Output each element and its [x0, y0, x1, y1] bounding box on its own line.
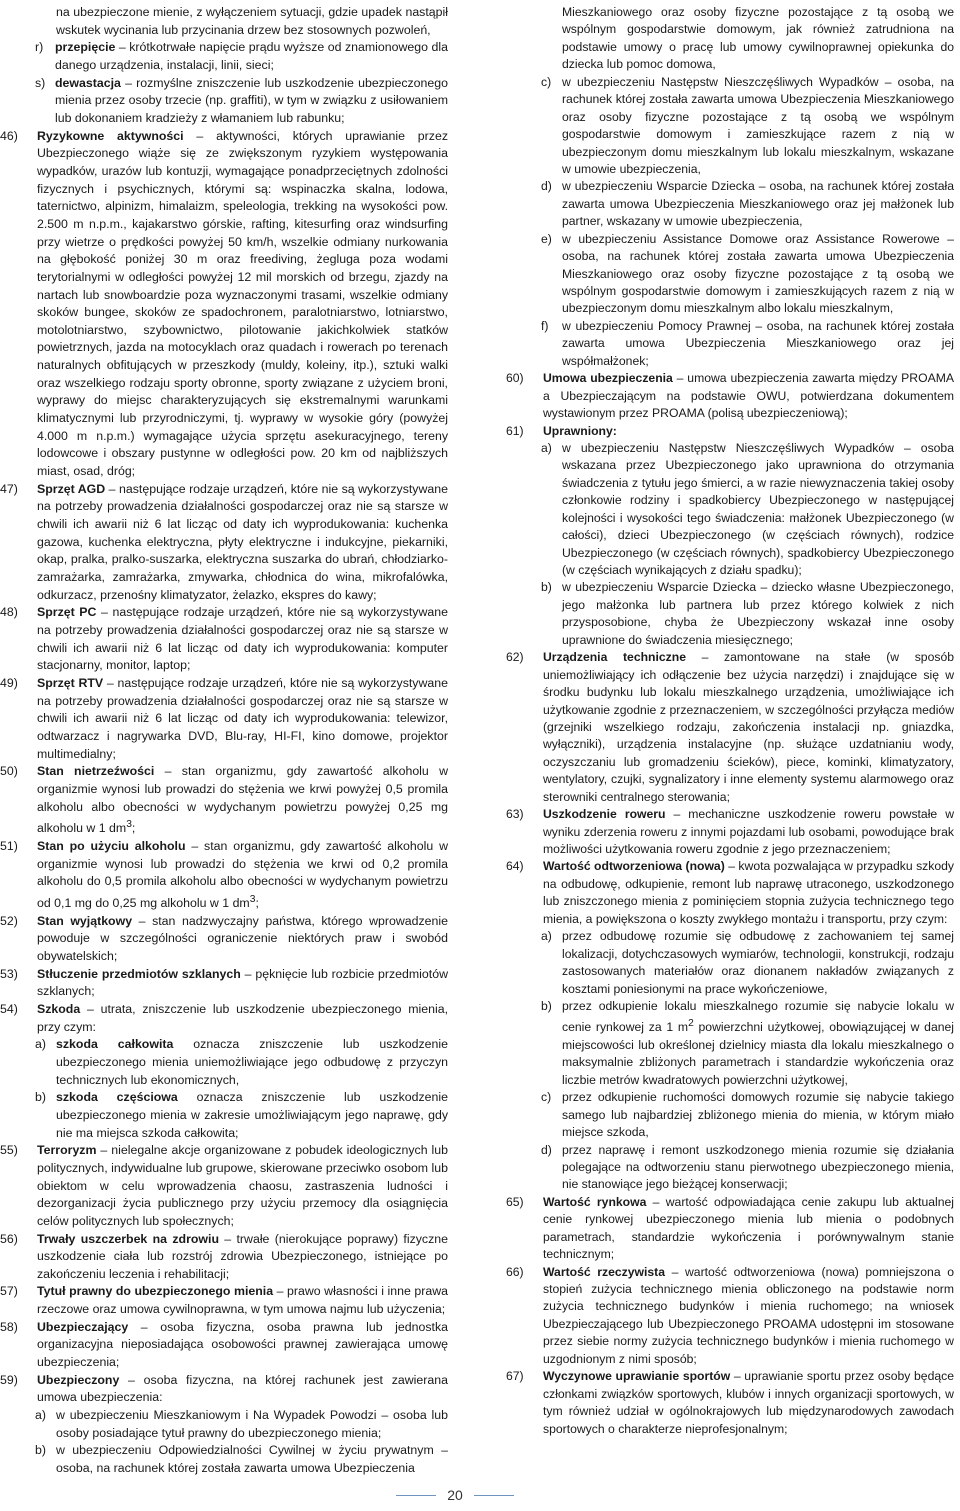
definition-64: 64) Wartość odtworzeniowa (nowa) – kwota pozwalająca w przypadku szkody na odbudowę, odkupienie, remont lub naprawę utraconego, uszkodzonego lub zniszczonego mienia z pominięciem stopnia zużycia technicznego tego mienia, a powiększona o koszty zwykłego montażu i transportu, przy czym: — [506, 859, 955, 926]
continuation-text: Mieszkaniowego oraz osoby fizyczne pozostające z tą osobą we wspólnym gospodarstwie domowym, jak również zatrudniona na podstawie umowy o pracę lub umowy cywilnoprawnej opiekunka do dziecka lub pomoc domowa, — [562, 5, 954, 72]
page-footer — [0, 1486, 960, 1506]
subitem-r: r) przepięcie – krótkotrwałe napięcie prądu wyższe od znamionowego dla danego urządzenia, instalacji, linii, sieci; — [35, 40, 448, 72]
definition-57: 57) Tytuł prawny do ubezpieczonego mienia – prawo własności i inne prawa rzeczowe oraz umowa cywilnoprawna, w tym umowa najmu lub użyczenia; — [0, 1284, 448, 1317]
definition-59-c: c) w ubezpieczeniu Następstw Nieszczęśliwych Wypadków – osoba, na rachunek której została zawarta umowa Ubezpieczenia Mieszkaniowego oraz osoby fizyczne pozostające z tą osobą we wspólnym gospodarstwie domowym i zamieszkujące razem z nią w ubezpieczonym domu mieszkalnym lub lokalu mieszkalnym, wskazane w umowie ubezpieczenia, — [541, 74, 954, 176]
left-column — [0, 4, 448, 1478]
definition-47: 47) Sprzęt AGD – następujące rodzaje urządzeń, które nie są wykorzystywane na potrzeby prowadzenia działalności gospodarczej oraz nie są starsze w chwili ich awarii niż 6 lat licząc od daty ich wyprodukowania: kuchenka gazowa, kuchenka elektryczna, płyty elektryczne i indukcyjne, piekarniki, okap, pralka, pralko-suszarka, elektryczna suszarka do ubrań, chłodziarko-zamrażarka, zamrażarka, zmywarka, chłodnica do wina, mikrofalówka, odkurzacz, przenośny klimatyzator, żelazko, ekspres do kawy; — [0, 481, 448, 602]
page-number: 20 — [447, 1487, 463, 1503]
definition-67: 67) Wyczynowe uprawianie sportów – uprawianie sportu przez osoby będące członkami związków sportowych, klubów i innych organizacji sportowych, w tym również udział w ogólnokrajowych lub międzynarodowych zawodach sportowych o charakterze nieprofesjonalnym; — [506, 1369, 954, 1436]
definition-59-a: a) w ubezpieczeniu Mieszkaniowym i Na Wypadek Powodzi – osoba lub osoby posiadające tytuł prawny do ubezpieczonego mienia; — [35, 1408, 448, 1440]
definition-63: 63) Uszkodzenie roweru – mechaniczne uszkodzenie roweru powstałe w wyniku zderzenia roweru z innymi pojazdami lub osobami, powodujące brak możliwości użytkowania roweru zgodnie z jego przeznaczeniem; — [506, 807, 955, 856]
definition-53: 53) Stłuczenie przedmiotów szklanych – pęknięcie lub rozbicie przedmiotów szklanych; — [0, 966, 448, 999]
footer-rule-right — [474, 1495, 514, 1496]
definition-62: 62) Urządzenia techniczne – zamontowane na stałe (w sposób uniemożliwiający ich odłączenie bez użycia narzędzi) i znajdujące się w środku budynku lub lokalu mieszkalnego urządzenia, umożliwiające ich użytkowanie zgodnie z przeznaczeniem, w szczególności przyłącza mediów (grzejniki wszelkiego rodzaju, zakończenia instalacji np. gniazdka, wyłączniki), urządzenia instalacyjne (np. służące uzdatnianiu wody, oczyszczaniu lub gromadzeniu ścieków), piece, kominki, klimatyzatory, wentylatory, czujki, sygnalizatory i inne elementy systemu alarmowego oraz sterowniki centralnego sterowania; — [506, 650, 954, 804]
definition-50: 50) Stan nietrzeźwości – stan organizmu, gdy zawartość alkoholu w organizmie wynosi lub prowadzi do stężenia we krwi powyżej 0,5 promila alkoholu albo obecności w wydychanym powietrzu powyżej 0,25 mg alkoholu w 1 $dm^3$; — [0, 764, 448, 836]
continuation-text: na ubezpieczone mienie, z wyłączeniem sytuacji, gdzie upadek nastąpił wskutek wycinania lub przycinania drzew bez stosownych pozwoleń, — [56, 5, 448, 37]
definition-51: 51) Stan po użyciu alkoholu – stan organizmu, gdy zawartość alkoholu w organizmie wynosi lub prowadzi do stężenia we krwi od 0,2 promila alkoholu do 0,5 promila alkoholu albo obecności w wydychanym powietrzu od 0,1 mg do 0,25 mg alkoholu w 1 $dm^3$; — [0, 838, 448, 911]
right-column — [506, 4, 954, 1438]
definition-48: 48) Sprzęt PC – następujące rodzaje urządzeń, które nie są wykorzystywane na potrzeby prowadzenia działalności gospodarczej oraz nie są starsze w chwili ich awarii niż 6 lat licząc od daty ich wyprodukowania: komputer stacjonarny, monitor, laptop; — [0, 605, 448, 673]
definition-64-a: a) przez odbudowę rozumie się odbudowę z zachowaniem tej samej lokalizacji, dotychczasowych wymiarów, technologii, konstrukcji, rodzaju zastosowanych materiałów oraz dionanem nakładów związanych z kosztami poniesionymi na prace wykończeniowe, — [541, 929, 954, 996]
definition-56: 56) Trwały uszczerbek na zdrowiu – trwałe (nierokujące poprawy) fizyczne uszkodzenie ciała lub rozstrój zdrowia Ubezpieczonego, istniejące po zakończeniu leczenia i rehabilitacji; — [0, 1231, 448, 1281]
definition-54-b: b) szkoda częściowa oznacza zniszczenie lub uszkodzenie ubezpieczonego mienia w zakresie umożliwiającym jego naprawę, gdy nie ma miejsca szkoda całkowita; — [35, 1090, 448, 1140]
definition-66: 66) Wartość rzeczywista – wartość odtworzeniowa (nowa) pomniejszona o stopień zużycia technicznego mienia obliczonego na podstawie norm zużycia technicznego budynków i mienia ruchomego; na wniosek Ubezpieczającego lub Ubezpieczonego PROAMA udostępni im stosowane przez siebie normy zużycia technicznego budynków i mienia ruchomego w uzgodnionym z nimi sposób; — [506, 1264, 954, 1366]
definition-49: 49) Sprzęt RTV – następujące rodzaje urządzeń, które nie są wykorzystywane na potrzeby prowadzenia działalności gospodarczej oraz nie są starsze w chwili ich awarii niż 6 lat licząc od daty ich wyprodukowania: telewizor, odtwarzacz i nagrywarka DVD, Blu-ray, HI-FI, kino domowe, projektor multimedialny; — [0, 675, 448, 761]
definition-61-b: b) w ubezpieczeniu Wsparcie Dziecka – dziecko własne Ubezpieczonego, jego małżonka lub partnera lub przez którego kolwiek z nich przysposobione, chyba że Ubezpieczony wskazał inne osoby uprawnione do świadczenia miesięcznego; — [541, 580, 954, 647]
definition-54: 54) Szkoda – utrata, zniszczenie lub uszkodzenie ubezpieczonego mienia, przy czym: — [0, 1001, 448, 1034]
definition-52: 52) Stan wyjątkowy – stan nadzwyczajny państwa, którego wprowadzenie powoduje w szczególności ograniczenie niektórych praw i swobód obywatelskich; — [0, 913, 448, 963]
definition-64-c: c) przez odkupienie ruchomości domowych rozumie się nabycie takiego samego lub najbardziej zbliżonego mienia do mienia, w którym miało miejsce szkoda, — [541, 1090, 954, 1140]
definition-55: 55) Terroryzm – nielegalne akcje organizowane z pobudek ideologicznych lub politycznych, indywidualne lub grupowe, skierowane przeciwko osobom lub obiektom w celu wprowadzenia chaosu, zastraszenia ludności i dezorganizacji życia publicznego przy użyciu przemocy dla osiągnięcia celów politycznych lub społecznych; — [0, 1143, 448, 1228]
definition-59-f: f) w ubezpieczeniu Pomocy Prawnej – osoba, na rachunek której została zawarta umowa Ubezpieczenia Mieszkaniowego oraz jej współmałżonek; — [541, 318, 954, 368]
definition-46: 46) Ryzykowne aktywności – aktywności, których uprawianie przez Ubezpieczonego wiąże się ze zwiększonym ryzykiem występowania wypadków, urazów lub kontuzji, wymagające ponadprzeciętnych zdolności fizycznych i psychicznych, którymi są: wspinaczka skalna, lodowa, taternictwo, alpinizm, himalaizm, speleologia, trekking na wysokości pow. 2.500 m n.p.m., kajakarstwo górskie, rafting, kitesurfing oraz windsurfing przy wietrze o prędkości powyżej 50 km/h, wszelkie odmiany nurkowania na głębokość poniżej 30 m oraz freediving, żegluga poza wodami terytorialnymi w odległości powyżej 12 mil morskich od brzegu, zjazdy na nartach lub snowboardzie poza wyznaczonymi trasami, wszelkie odmiany skoków bungee, skoków ze spadochronem, paralotniarstwo, lotniarstwo, motolotniarstwo, szybownictwo, pilotowanie jakichkolwiek statków powietrznych, jazda na motocyklach oraz quadach i rowerach po terenach naturalnych obfitujących w przeszkody (muldy, koleiny, itp.), sztuki walki oraz wszelkiego rodzaju sporty obronne, sporty związane z użyciem broni, wyprawy do miejsc charakteryzujących się ekstremalnymi warunkami klimatycznymi lub przyrodniczymi, tj. wyprawy w wysokie góry (powyżej 4.000 m n.p.m.) wymagające użycia sprzętu asekuracyjnego, tereny lodowcowe i obszary pustynne w odległości pow. 20 km od najbliższych miast, osad, dróg; — [0, 128, 448, 479]
footer-rule-left — [396, 1495, 436, 1496]
definition-59-e: e) w ubezpieczeniu Assistance Domowe oraz Assistance Rowerowe – osoba, na rachunek której została zawarta umowa Ubezpieczenia Mieszkaniowego oraz osoby fizyczne pozostające z tą osobą we wspólnym gospodarstwie domowym i zamieszkujących razem z nią w ubezpieczonym domu mieszkalnym albo lokalu mieszkalnym, — [541, 231, 954, 316]
definition-58: 58) Ubezpieczający – osoba fizyczna, osoba prawna lub jednostka organizacyjna nieposiadająca osobowości prawnej zawierająca umowę ubezpieczenia; — [0, 1319, 448, 1370]
definition-65: 65) Wartość rynkowa – wartość odpowiadająca cenie zakupu lub aktualnej cenie rynkowej ubezpieczonego mienia lub mienia o podobnych parametrach, standardzie wykończenia i porównywalnym stanie technicznym; — [506, 1194, 954, 1262]
definition-59: 59) Ubezpieczony – osoba fizyczna, na której rachunek jest zawierana umowa ubezpieczenia: — [0, 1372, 448, 1405]
definition-59-d: d) w ubezpieczeniu Wsparcie Dziecka – osoba, na rachunek której została zawarta umowa Ubezpieczenia Mieszkaniowego oraz jej małżonek lub partner, wskazany w umowie ubezpieczenia, — [541, 179, 954, 229]
definition-61: 61) Uprawniony: — [506, 423, 617, 438]
definition-64-b: b) przez odkupienie lokalu mieszkalnego rozumie się nabycie lokalu w cenie rynkowej za 1 $m^2$ powierzchni użytkowej, obowiązującej w danej miejscowości lub określonej dzielnicy miasta dla lokalu mieszkalnego o maksymalnie zbliżonych parametrach i standardzie wykończenia oraz liczbie metrów kwadratowych powierzchni użytkowej, — [541, 998, 954, 1087]
definition-64-d: d) przez naprawę i remont uszkodzonego mienia rozumie się działania polegające na odtworzeniu stanu pierwotnego ubezpieczonego mienia, nie stanowiące jego bieżącej konserwacji; — [541, 1142, 954, 1192]
definition-54-a: a) szkoda całkowita oznacza zniszczenie lub uszkodzenie ubezpieczonego mienia uniemożliwiające jego odbudowę z przyczyn technicznych lub ekonomicznych, — [35, 1037, 448, 1087]
subitem-s: s) dewastacja – rozmyślne zniszczenie lub uszkodzenie ubezpieczonego mienia przez osoby trzecie (np. graffiti), w tym w związku z usiłowaniem lub dokonaniem kradzieży z włamaniem lub rabunku; — [35, 75, 448, 125]
definition-61-a: a) w ubezpieczeniu Następstw Nieszczęśliwych Wypadków – osoba wskazana przez Ubezpieczonego jako uprawniona do otrzymania świadczenia z tytułu jego śmierci, a w razie niewyznaczenia takiej osoby członkowie rodziny i spadkobiercy Ubezpieczonego w następującej kolejności i wysokości tego świadczenia: małżonek Ubezpieczonego (w całości), dzieci Ubezpieczonego (w częściach równych), rodzice Ubezpieczonego (w częściach równych), spadkobiercy Ubezpieczonego (w częściach wynikających z działu spadku); — [541, 440, 954, 577]
definition-59-b: b) w ubezpieczeniu Odpowiedzialności Cywilnej w życiu prywatnym – osoba, na rachunek której została zawarta umowa Ubezpieczenia — [35, 1443, 448, 1476]
definition-60: 60) Umowa ubezpieczenia – umowa ubezpieczenia zawarta między PROAMA a Ubezpieczającym na podstawie OWU, potwierdzana dokumentem wystawionym przez PROAMA (polisą ubezpieczeniową); — [506, 371, 955, 421]
